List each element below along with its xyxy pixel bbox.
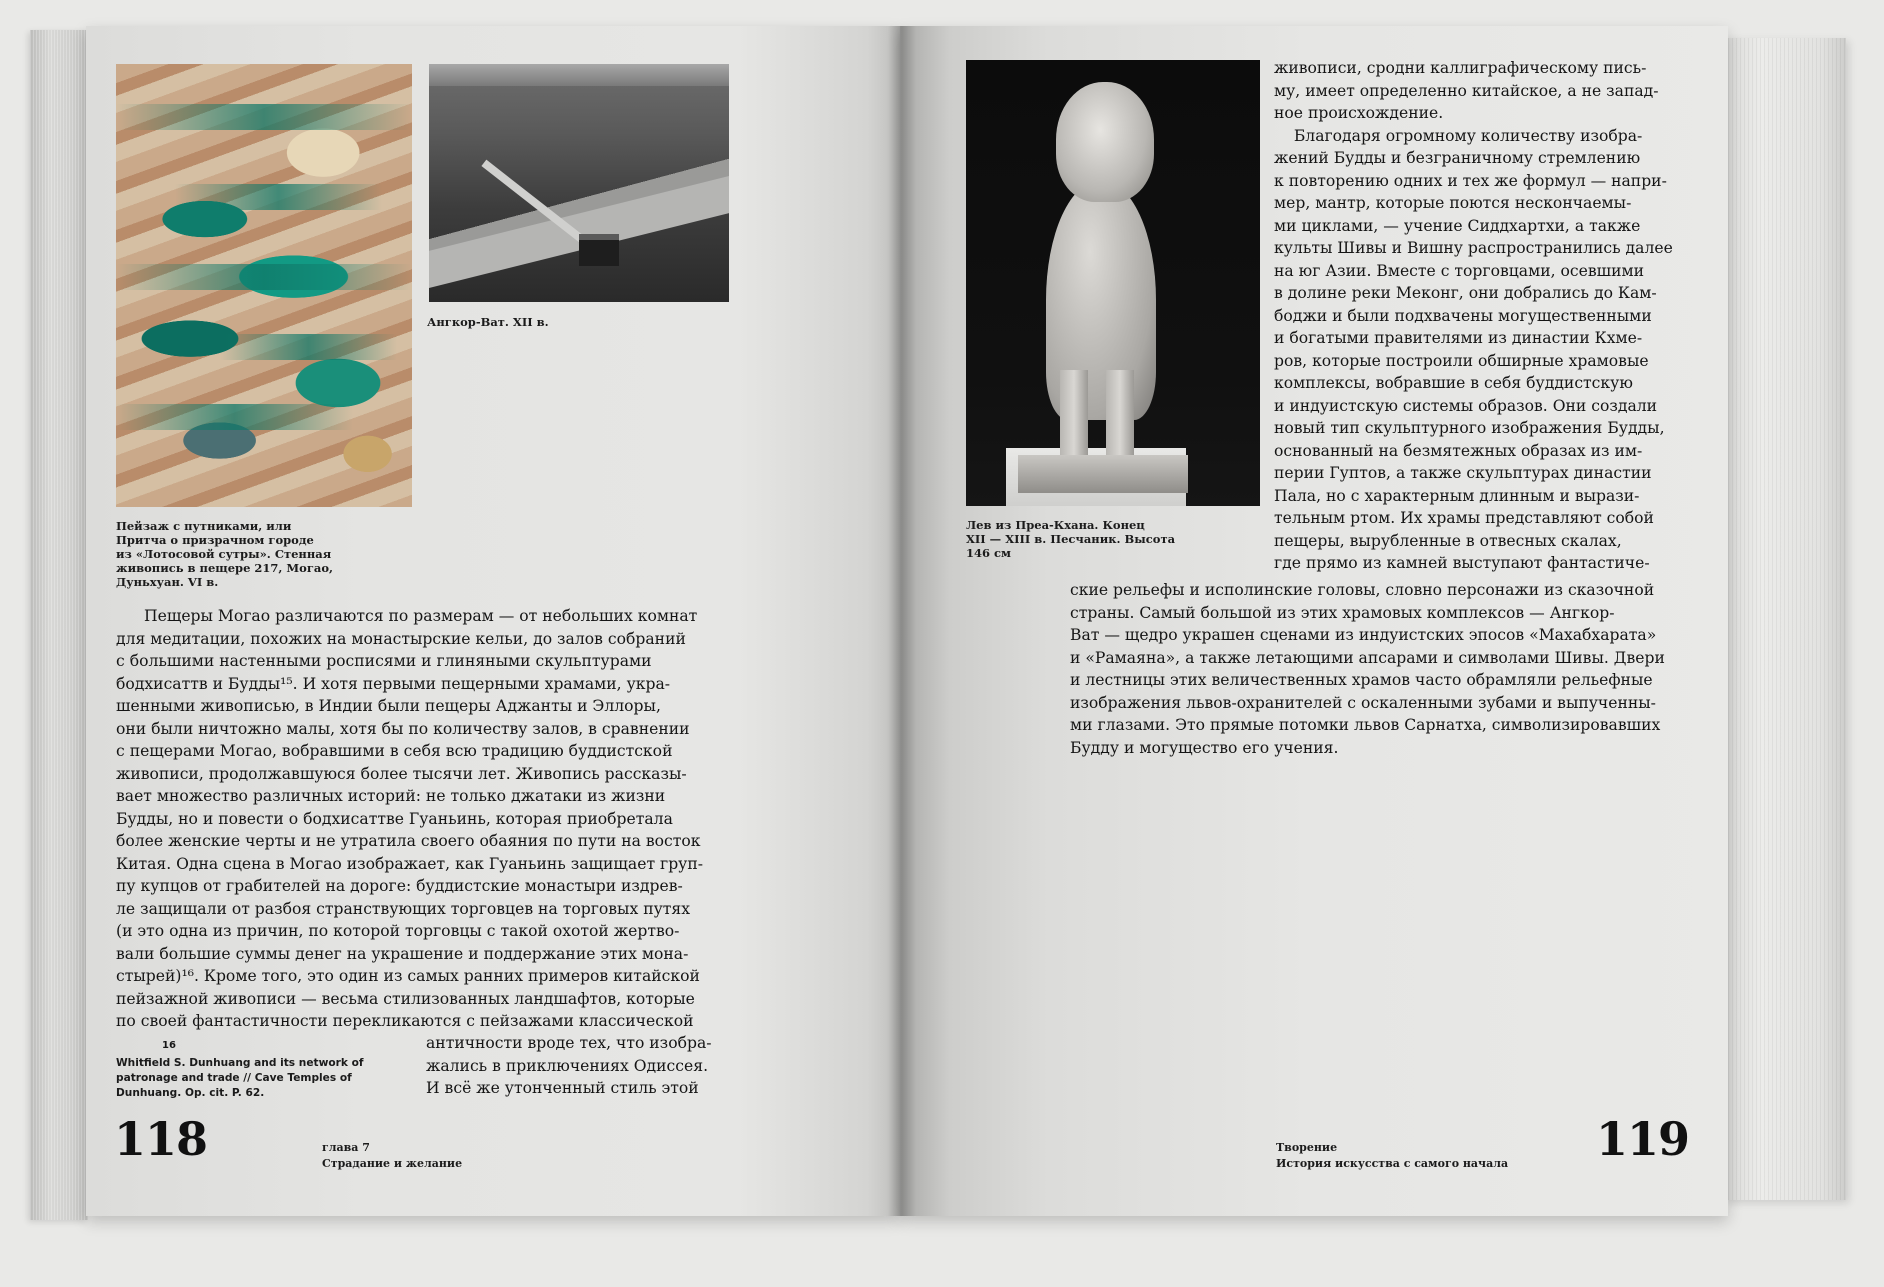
caption-line: Дуньхуан. VI в.: [116, 575, 219, 589]
caption-line: XII — XIII в. Песчаник. Высота: [966, 532, 1176, 546]
text-line: вали большие суммы денег на украшение и поддержание этих мона-: [116, 944, 689, 963]
book-edge-right: [1724, 38, 1846, 1200]
lion-sculpture-photo: [966, 60, 1260, 506]
text-line: Ват — щедро украшен сценами из индуистских эпосов «Махабхарата»: [1070, 626, 1657, 644]
text-line: в долине реки Меконг, они добрались до Кам-: [1274, 284, 1657, 302]
footnote-line: patronage and trade // Cave Temples of: [116, 1072, 352, 1084]
text-line: на юг Азии. Вместе с торговцами, осевшими: [1274, 261, 1645, 280]
text-line: пейзажной живописи — весьма стилизованных ландшафтов, которые: [116, 989, 695, 1008]
text-line: жались в приключениях Одиссея.: [426, 1056, 709, 1075]
angkor-wat-photo: [429, 64, 729, 302]
page-number-right: 119: [1596, 1112, 1690, 1166]
text-line: шенными живописью, в Индии были пещеры Аджанты и Эллоры,: [116, 697, 661, 715]
caption-line: Притча о призрачном городе: [116, 533, 314, 547]
caption-line: 146 см: [966, 546, 1012, 560]
text-line: ми циклами, — учение Сиддхартхи, а также: [1274, 216, 1641, 235]
text-line: основанный на безмятежных образах из им-: [1274, 441, 1643, 460]
lion-caption: [966, 518, 1175, 560]
text-line: Пала, но с характерным длинным и вырази-: [1274, 486, 1640, 505]
text-line: Будды, но и повести о бодхисаттве Гуаньинь, которая приобретала: [116, 809, 673, 828]
text-line: по своей фантастичности перекликаются с пейзажами классической: [116, 1012, 694, 1030]
caption-line: Лев из Преа-Кхана. Конец: [966, 518, 1145, 532]
caption-line: из «Лотосовой сутры». Стенная: [116, 547, 332, 561]
text-line: Китая. Одна сцена в Могао изображает, как Гуаньинь защищает груп-: [116, 854, 704, 873]
text-line: ное происхождение.: [1274, 104, 1444, 122]
text-line: для медитации, похожих на монастырские кельи, до залов собраний: [116, 629, 686, 648]
text-line: и лестницы этих величественных храмов часто обрамляли рельефные: [1070, 671, 1653, 689]
running-head-line: История искусства с самого начала: [1276, 1157, 1509, 1170]
text-line: тельным ртом. Их храмы представляют собой: [1274, 509, 1654, 527]
text-line: изображения львов-охранителей с оскаленными зубами и выпученны-: [1070, 693, 1656, 712]
text-line: бодхисаттв и Будды¹⁵. И хотя первыми пещерными храмами, укра-: [116, 674, 671, 693]
running-head-right: [1276, 1140, 1508, 1172]
footnote-line: Dunhuang. Op. cit. P. 62.: [116, 1087, 265, 1099]
text-line: к повторению одних и тех же формул — напри-: [1274, 171, 1667, 190]
text-line: живописи, продолжавшуюся более тысячи лет. Живопись рассказы-: [116, 764, 687, 783]
running-head-line: глава 7: [322, 1141, 370, 1154]
text-line: ле защищали от разбоя странствующих торговцев на торговых путях: [116, 899, 691, 918]
text-line: более женские черты и не утратила своего обаяния по пути на восток: [116, 832, 701, 850]
text-line: пещеры, вырубленные в отвесных скалах,: [1274, 531, 1622, 550]
text-line: Пещеры Могао различаются по размерам — от небольших комнат: [144, 607, 698, 625]
text-line: ские рельефы и исполинские головы, словно персонажи из сказочной: [1070, 581, 1655, 599]
text-line: боджи и были подхвачены могущественными: [1274, 306, 1652, 325]
text-line: пу купцов от грабителей на дороге: буддистские монастыри издрев-: [116, 877, 683, 895]
text-line: Благодаря огромному количеству изобра-: [1274, 126, 1643, 145]
footnote-line: Whitfield S. Dunhuang and its network of: [116, 1057, 364, 1069]
text-line: страны. Самый большой из этих храмовых комплексов — Ангкор-: [1070, 603, 1615, 622]
caption-line: Ангкор-Ват. XII в.: [427, 315, 549, 329]
text-line: перии Гуптов, а также скульптурах династии: [1274, 464, 1652, 482]
text-line: где прямо из камней выступают фантастиче-: [1274, 554, 1650, 572]
text-line: стырей)¹⁶. Кроме того, это один из самых ранних примеров китайской: [116, 967, 700, 985]
right-column-text: [1274, 57, 1673, 575]
text-line: с пещерами Могао, вобравшими в себя всю традицию буддистской: [116, 742, 673, 760]
book-edge-left: [30, 30, 88, 1220]
caption-line: Пейзаж с путниками, или: [116, 519, 292, 533]
text-line: и индуистскую системы образов. Они создали: [1274, 396, 1658, 415]
text-line: и «Рамаяна», а также летающими апсарами и символами Шивы. Двери: [1070, 648, 1665, 667]
text-line: новый тип скульптурного изображения Будды,: [1274, 419, 1665, 437]
right-wide-text: [1070, 579, 1665, 759]
footnote-number: 16: [162, 1040, 176, 1051]
text-line: жений Будды и безграничному стремлению: [1274, 149, 1641, 167]
running-head-line: Страдание и желание: [322, 1157, 463, 1170]
text-line: мер, мантр, которые поются нескончаемы-: [1274, 194, 1632, 212]
mogao-caption: [116, 519, 333, 589]
text-line: с большими настенными росписями и глиняными скульптурами: [116, 652, 652, 670]
text-line: му, имеет определенно китайское, а не запад-: [1274, 81, 1659, 100]
book-gutter: [888, 26, 916, 1216]
left-body-tail: [426, 1032, 712, 1100]
mogao-painting-image: [116, 64, 412, 507]
text-line: живописи, сродни каллиграфическому пись-: [1274, 59, 1647, 77]
text-line: И всё же утонченный стиль этой: [426, 1079, 699, 1097]
text-line: культы Шивы и Вишну распространились далее: [1274, 239, 1673, 257]
text-line: (и это одна из причин, по которой торговцы с такой охотой жертво-: [116, 922, 680, 940]
left-body-text: [116, 605, 703, 1033]
footnote: [116, 1056, 363, 1101]
running-head-left: [322, 1140, 462, 1172]
text-line: вает множество различных историй: не только джатаки из жизни: [116, 787, 666, 805]
text-line: ров, которые построили обширные храмовые: [1274, 351, 1649, 370]
text-line: комплексы, вобравшие в себя буддистскую: [1274, 374, 1633, 392]
text-line: ми глазами. Это прямые потомки львов Сарнатха, символизировавших: [1070, 716, 1661, 734]
text-line: Будду и могущество его учения.: [1070, 738, 1339, 757]
text-line: античности вроде тех, что изобра-: [426, 1034, 712, 1052]
caption-line: живопись в пещере 217, Могао,: [116, 561, 333, 575]
text-line: они были ничтожно малы, хотя бы по количеству залов, в сравнении: [116, 719, 690, 738]
running-head-line: Творение: [1276, 1141, 1338, 1154]
page-number-left: 118: [114, 1112, 208, 1166]
angkor-caption: [427, 315, 549, 329]
text-line: и богатыми правителями из династии Кхме-: [1274, 329, 1643, 347]
